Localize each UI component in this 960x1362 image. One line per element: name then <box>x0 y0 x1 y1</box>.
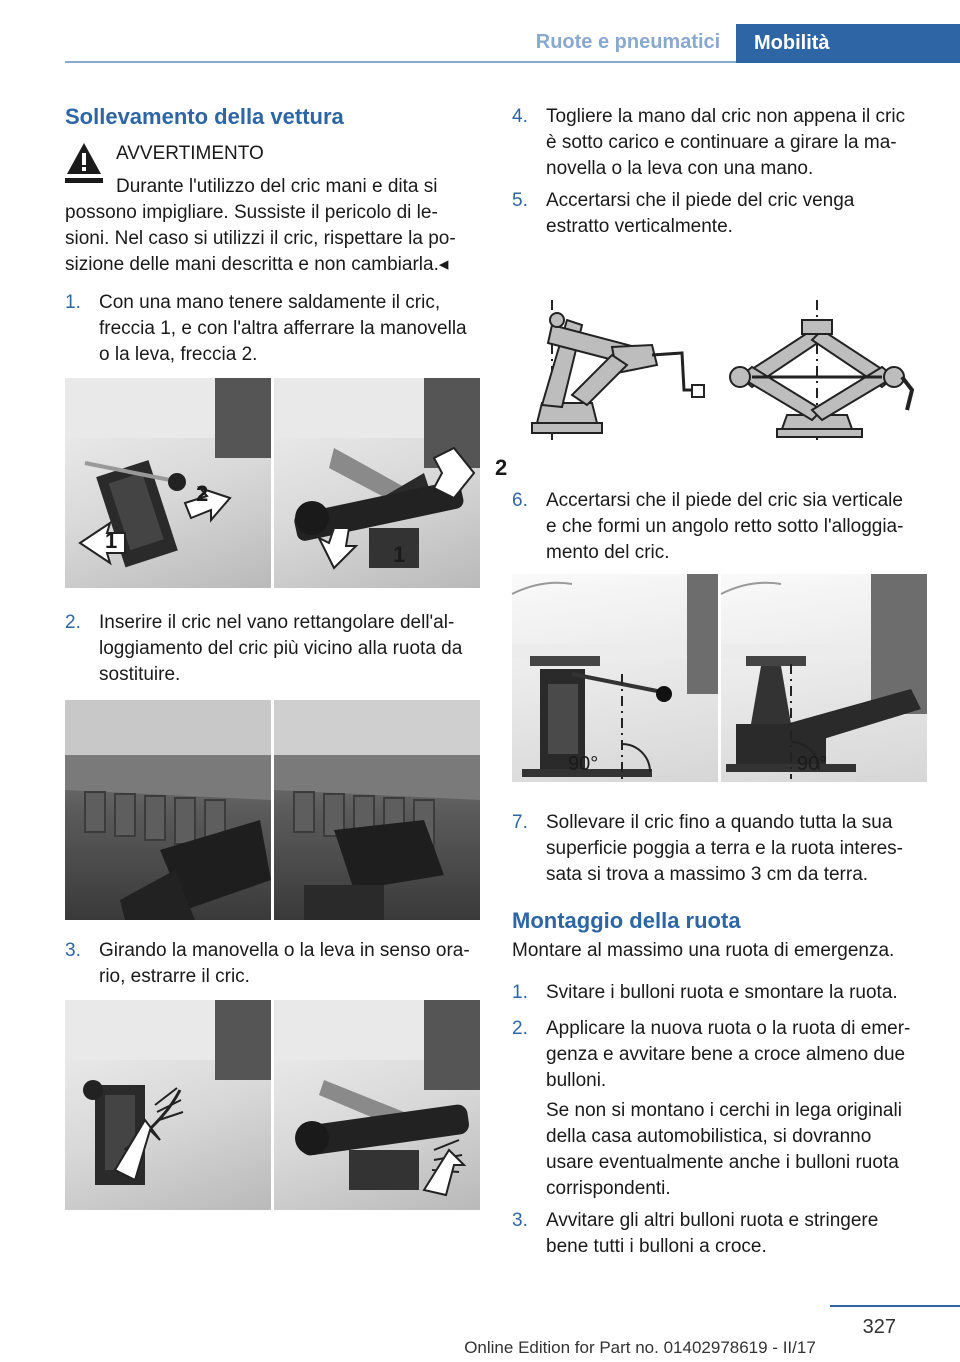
step-text: bulloni. <box>546 1070 607 1091</box>
step-text: Con una mano tenere saldamente il cric, <box>99 292 441 313</box>
step-text: superficie poggia a terra e la ruota interes- <box>546 838 903 859</box>
warning-line: sizione delle mani descritta e non cambiarla.◂ <box>65 254 449 275</box>
figure-panel-left <box>65 378 271 588</box>
step-text: sostituire. <box>99 664 181 685</box>
step-text: e che formi un angolo retto sotto l'alloggia- <box>546 516 904 537</box>
warning-line: possono impigliare. Sussiste il pericolo di le- <box>65 202 438 223</box>
figure-panel-right <box>274 700 480 920</box>
step-text: Accertarsi che il piede del cric venga <box>546 190 855 211</box>
step-text: Togliere la mano dal cric non appena il cric <box>546 106 906 127</box>
note-text: Se non si montano i cerchi in lega originali <box>546 1100 902 1121</box>
header-chapter-tab[interactable]: Mobilità <box>736 24 960 63</box>
page-number: 327 <box>862 1316 896 1338</box>
heading-lifting-vehicle: Sollevamento della vettura <box>65 104 344 129</box>
step-text: sata si trova a massimo 3 cm da terra. <box>546 864 869 885</box>
warning-title: AVVERTIMENTO <box>116 143 264 164</box>
step-number: 1. <box>512 982 528 1003</box>
arrow-label: 1 <box>393 542 406 567</box>
warning-triangle-icon <box>65 140 103 184</box>
step-number: 3. <box>512 1210 528 1231</box>
footer-rule <box>830 1305 960 1307</box>
figure-panel-right <box>721 574 927 782</box>
angle-label: 90° <box>568 753 599 775</box>
step-number: 3. <box>65 940 81 961</box>
step-text: Inserire il cric nel vano rettangolare dell'al- <box>99 612 455 633</box>
step-number: 1. <box>65 292 81 313</box>
step-text: è sotto carico e continuare a girare la ma- <box>546 132 897 153</box>
note-text: usare eventualmente anche i bulloni ruota <box>546 1152 899 1173</box>
step-text: Accertarsi che il piede del cric sia verticale <box>546 490 903 511</box>
step-text: freccia 1, e con l'altra afferrare la manovella <box>99 318 467 339</box>
angle-label: 90° <box>797 753 828 775</box>
arrow-label: 1 <box>105 528 118 553</box>
warning-line: sioni. Nel caso si utilizzi il cric, rispettare la po- <box>65 228 456 249</box>
step-number: 4. <box>512 106 528 127</box>
figure-panel-left <box>65 700 271 920</box>
step-text: mento del cric. <box>546 542 670 563</box>
step-text: Girando la manovella o la leva in senso ora- <box>99 940 470 961</box>
step-text: rio, estrarre il cric. <box>99 966 250 987</box>
step-text: bene tutti i bulloni a croce. <box>546 1236 767 1257</box>
step-text: Avvitare gli altri bulloni ruota e stringere <box>546 1210 879 1231</box>
figure-jack-hold <box>65 378 508 588</box>
step-number: 7. <box>512 812 528 833</box>
step-text: o la leva, freccia 2. <box>99 344 258 365</box>
edition-note: Online Edition for Part no. 01402978619 - II/17 <box>464 1338 816 1357</box>
figure-panel-left <box>512 574 718 782</box>
step-text: loggiamento del cric più vicino alla ruota da <box>99 638 463 659</box>
note-text: corrispondenti. <box>546 1178 671 1199</box>
figure-panel-right <box>274 378 508 588</box>
step-text: Svitare i bulloni ruota e smontare la ruota. <box>546 982 898 1003</box>
step-number: 2. <box>65 612 81 633</box>
figure-panel-right <box>274 1000 480 1210</box>
arrow-label: 2 <box>196 481 209 506</box>
note-text: della casa automobilistica, si dovranno <box>546 1126 872 1147</box>
step-number: 6. <box>512 490 528 511</box>
step-number: 2. <box>512 1018 528 1039</box>
step-text: novella o la leva con una mano. <box>546 158 814 179</box>
figure-jack-extract <box>65 1000 480 1210</box>
figure-panel-left <box>65 1000 271 1210</box>
step-text: genza e avvitare bene a croce almeno due <box>546 1044 906 1065</box>
step-number: 5. <box>512 190 528 211</box>
figure-jack-right-angle <box>512 574 927 782</box>
figure-jack-insert <box>65 700 480 920</box>
figure-jack-vertical-diagram <box>512 295 927 445</box>
step-text: Applicare la nuova ruota o la ruota di emer- <box>546 1018 911 1039</box>
intro-text: Montare al massimo una ruota di emergenza. <box>512 940 895 961</box>
header-section[interactable]: Ruote e pneumatici <box>535 31 721 53</box>
heading-mount-wheel: Montaggio della ruota <box>512 908 741 933</box>
warning-line: Durante l'utilizzo del cric mani e dita si <box>116 176 438 197</box>
step-text: Sollevare il cric fino a quando tutta la sua <box>546 812 893 833</box>
step-text: estratto verticalmente. <box>546 216 733 237</box>
arrow-label: 2 <box>495 455 508 480</box>
